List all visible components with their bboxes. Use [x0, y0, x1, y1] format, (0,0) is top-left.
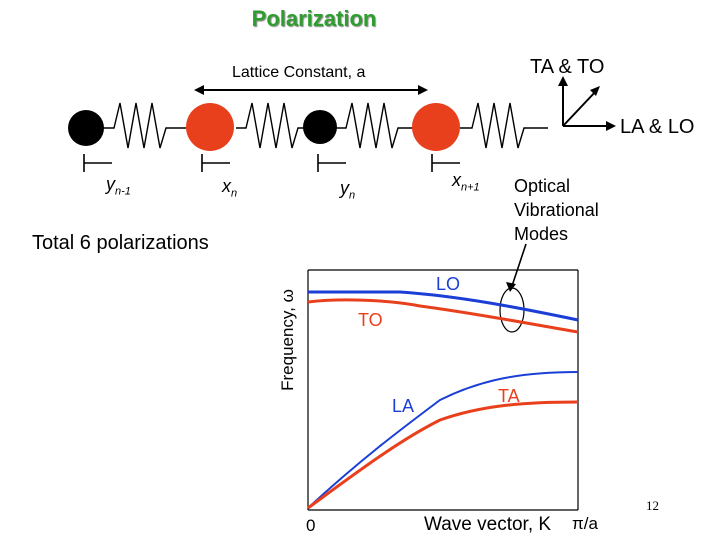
spring	[460, 103, 548, 148]
ta-to-label: TA & TO	[530, 56, 605, 78]
spring	[104, 103, 186, 148]
la-label: LA	[392, 396, 415, 416]
optical-pointer-arrow	[506, 244, 526, 292]
position-label: $x_n$	[222, 176, 238, 200]
page-number: 12	[646, 498, 659, 513]
position-label: $y_n$	[340, 178, 356, 202]
la-branch	[308, 372, 578, 508]
page-title: Polarization	[251, 6, 377, 31]
polarization-axes	[558, 76, 616, 131]
x-axis-label: Wave vector, K	[424, 514, 552, 535]
light-atom	[412, 103, 460, 151]
ta-branch	[308, 402, 578, 508]
heavy-atom	[303, 110, 337, 144]
to-label: TO	[358, 310, 383, 330]
to-branch	[308, 300, 578, 332]
lattice-constant-label: Lattice Constant, a	[232, 64, 366, 81]
total-polarizations-label: Total 6 polarizations	[32, 232, 209, 254]
la-lo-label: LA & LO	[620, 116, 695, 138]
lo-label: LO	[436, 274, 461, 294]
position-markers	[84, 154, 460, 172]
position-label: $x_{n+1}$	[452, 170, 480, 194]
light-atom	[186, 103, 234, 151]
lattice-constant-arrow	[194, 85, 428, 95]
y-axis-label: Frequency, ω	[278, 289, 297, 391]
position-label: $y_{n-1}$	[106, 174, 131, 198]
spring	[336, 103, 414, 148]
heavy-atom	[68, 110, 104, 146]
lo-branch	[308, 292, 578, 320]
dispersion-axes	[308, 270, 578, 510]
optical-modes-label: Optical Vibrational Modes	[514, 176, 599, 244]
ta-label: TA	[498, 386, 520, 406]
x-end-label: π/a	[572, 514, 598, 533]
x-origin-label: 0	[306, 516, 316, 535]
spring	[236, 103, 304, 148]
